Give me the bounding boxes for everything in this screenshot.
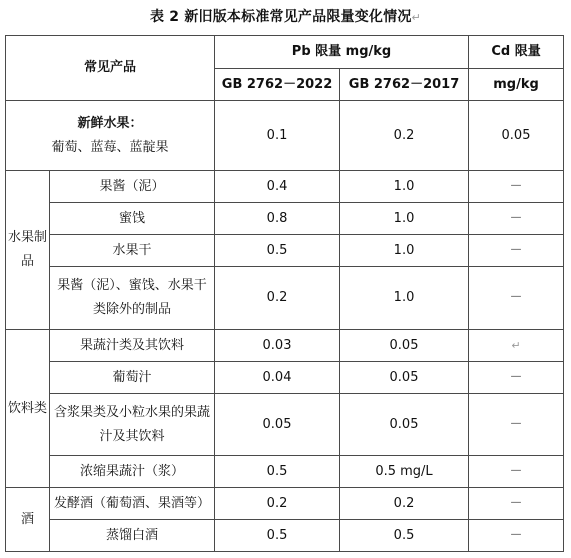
header-row-1 <box>6 36 564 69</box>
product-cell: 蒸馏白酒 <box>50 520 215 552</box>
table-row <box>6 520 564 552</box>
product-cell: 葡萄汁 <box>50 362 215 394</box>
limit-comparison-table <box>5 35 564 552</box>
fresh-fruit-items: 葡萄、蓝莓、蓝靛果 <box>51 139 169 155</box>
cd-cell: － <box>469 203 564 235</box>
cd-cell: － <box>469 456 564 488</box>
table-row <box>6 171 564 203</box>
table-row <box>6 330 564 362</box>
product-cell: 果酱（泥）、蜜饯、水果干类除外的制品 <box>50 267 215 330</box>
pb-2017-cell: 1.0 <box>340 235 469 267</box>
pb-2017-cell: 0.5 <box>340 520 469 552</box>
product-cell: 浓缩果蔬汁（浆） <box>50 456 215 488</box>
pb-2022-cell: 0.04 <box>215 362 340 394</box>
cd-cell: － <box>469 362 564 394</box>
pb-2022-cell: 0.8 <box>215 203 340 235</box>
header-cd-limit: Cd 限量 <box>469 36 564 69</box>
group-fruit-products: 水果制品 <box>6 171 50 330</box>
table-row <box>6 488 564 520</box>
product-cell: 果酱（泥） <box>50 171 215 203</box>
fresh-pb-2017: 0.2 <box>340 101 469 171</box>
table-row <box>6 394 564 456</box>
cd-cell: － <box>469 267 564 330</box>
pb-2022-cell: 0.2 <box>215 488 340 520</box>
table-title <box>0 6 571 26</box>
product-cell: 蜜饯 <box>50 203 215 235</box>
paragraph-mark-icon: ↵ <box>411 11 421 24</box>
header-cd-unit: mg/kg <box>469 69 564 101</box>
table-row <box>6 203 564 235</box>
pb-2022-cell: 0.5 <box>215 520 340 552</box>
product-cell: 果蔬汁类及其饮料 <box>50 330 215 362</box>
pb-2017-cell: 0.05 <box>340 362 469 394</box>
cd-cell: － <box>469 394 564 456</box>
paragraph-mark-icon: ↵ <box>511 338 521 352</box>
group-wine: 酒 <box>6 488 50 552</box>
table-row <box>6 267 564 330</box>
pb-2017-cell: 1.0 <box>340 171 469 203</box>
header-gb-2022: GB 2762－2022 <box>215 69 340 101</box>
pb-2022-cell: 0.2 <box>215 267 340 330</box>
pb-2017-cell: 1.0 <box>340 267 469 330</box>
header-gb-2017: GB 2762－2017 <box>340 69 469 101</box>
group-beverages: 饮料类 <box>6 330 50 488</box>
pb-2022-cell: 0.4 <box>215 171 340 203</box>
table-row <box>6 362 564 394</box>
pb-2022-cell: 0.5 <box>215 456 340 488</box>
header-pb-limit: Pb 限量 mg/kg <box>215 36 469 69</box>
product-cell: 水果干 <box>50 235 215 267</box>
fresh-pb-2022: 0.1 <box>215 101 340 171</box>
fresh-fruit-title: 新鲜水果： <box>77 115 143 131</box>
pb-2022-cell: 0.05 <box>215 394 340 456</box>
pb-2017-cell: 1.0 <box>340 203 469 235</box>
pb-2022-cell: 0.5 <box>215 235 340 267</box>
fresh-cd: 0.05 <box>469 101 564 171</box>
pb-2022-cell: 0.03 <box>215 330 340 362</box>
pb-2017-cell: 0.2 <box>340 488 469 520</box>
header-product: 常见产品 <box>6 36 215 101</box>
fresh-fruit-cell <box>6 101 215 171</box>
product-cell: 发酵酒（葡萄酒、果酒等） <box>50 488 215 520</box>
product-cell: 含浆果类及小粒水果的果蔬汁及其饮料 <box>50 394 215 456</box>
cd-cell: － <box>469 171 564 203</box>
cd-cell: － <box>469 488 564 520</box>
table-row <box>6 235 564 267</box>
cd-cell: － <box>469 520 564 552</box>
table-row <box>6 456 564 488</box>
pb-2017-cell: 0.05 <box>340 394 469 456</box>
fresh-fruit-row <box>6 101 564 171</box>
pb-2017-cell: 0.5 mg/L <box>340 456 469 488</box>
cd-cell: － <box>469 235 564 267</box>
table-title-text: 表 2 新旧版本标准常见产品限量变化情况 <box>150 9 412 25</box>
pb-2017-cell: 0.05 <box>340 330 469 362</box>
cd-cell <box>469 330 564 362</box>
